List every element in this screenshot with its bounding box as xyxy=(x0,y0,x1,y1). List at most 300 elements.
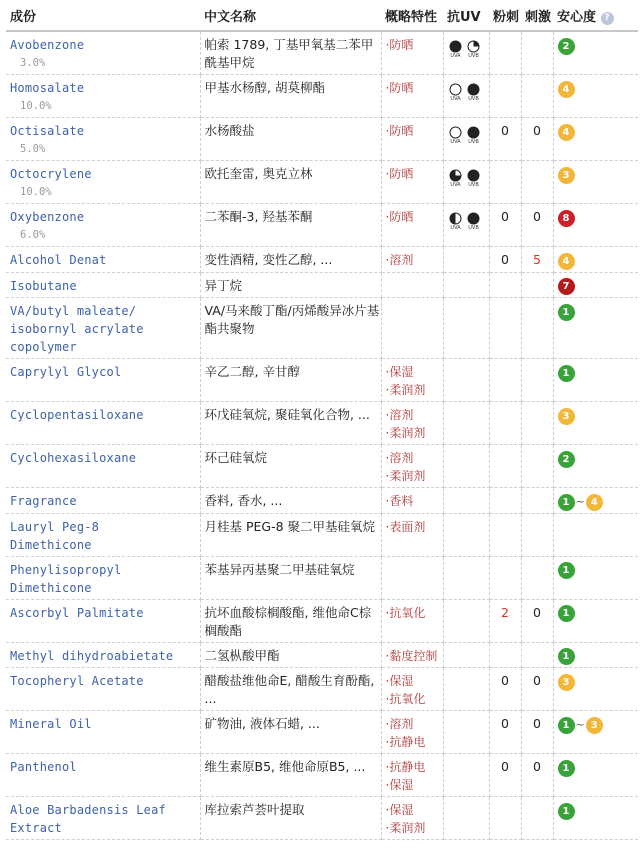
chinese-name: 苯基异丙基聚二甲基硅氧烷 xyxy=(204,561,355,577)
properties-cell xyxy=(381,31,443,75)
acne-cell xyxy=(489,31,521,75)
acne-value: 2 xyxy=(501,604,509,620)
chinese-name: 矿物油, 液体石蜡, ... xyxy=(204,716,320,731)
uv-cell xyxy=(443,161,489,204)
acne-cell xyxy=(489,556,521,599)
safety-badge[interactable]: 2 xyxy=(558,451,575,468)
property-tag[interactable]: ·溶剂 xyxy=(385,253,414,267)
properties-cell xyxy=(381,642,443,668)
irritation-cell xyxy=(521,298,553,359)
acne-value: 0 xyxy=(501,673,509,688)
safety-cell xyxy=(553,75,638,118)
ingredient-name[interactable]: Oxybenzone xyxy=(10,210,85,224)
table-row xyxy=(6,556,638,599)
properties-cell xyxy=(381,668,443,711)
uva-circle-icon xyxy=(449,169,462,182)
safety-cell xyxy=(553,445,638,488)
irritation-cell xyxy=(521,118,553,161)
safety-cell xyxy=(553,204,638,247)
chinese-name: 二苯酮-3, 羟基苯酮 xyxy=(204,209,313,224)
properties-cell xyxy=(381,797,443,840)
table-row xyxy=(6,754,638,797)
chinese-name-cell xyxy=(200,359,381,402)
safety-cell xyxy=(553,556,638,599)
ingredient-cell xyxy=(6,797,200,840)
irritation-cell xyxy=(521,488,553,514)
safety-badge[interactable]: 4 xyxy=(558,253,575,270)
property-tag[interactable]: ·抗氧化 xyxy=(385,692,426,706)
uvb-circle-icon xyxy=(467,40,480,53)
safety-badge[interactable]: 1 xyxy=(558,648,575,665)
ingredient-cell xyxy=(6,556,200,599)
property-tag[interactable]: ·柔润剂 xyxy=(385,426,426,440)
chinese-name: VA/马来酸丁酯/丙烯酸异冰片基酯共聚物 xyxy=(204,303,380,336)
ingredient-cell xyxy=(6,668,200,711)
property-tag[interactable]: ·柔润剂 xyxy=(385,821,426,835)
properties-cell xyxy=(381,402,443,445)
table-row xyxy=(6,402,638,445)
table-row xyxy=(6,161,638,204)
safety-badge[interactable]: 4 xyxy=(558,81,575,98)
irritation-cell xyxy=(521,75,553,118)
ingredient-cell xyxy=(6,31,200,75)
irritation-value: 0 xyxy=(533,716,541,731)
ingredient-cell xyxy=(6,642,200,668)
irritation-cell xyxy=(521,754,553,797)
chinese-name-cell xyxy=(200,31,381,75)
acne-cell xyxy=(489,754,521,797)
uv-cell xyxy=(443,556,489,599)
chinese-name-cell xyxy=(200,754,381,797)
uva-label: UVA xyxy=(450,96,461,102)
irritation-cell xyxy=(521,204,553,247)
safety-cell xyxy=(553,118,638,161)
ingredient-name[interactable]: Avobenzone xyxy=(10,38,85,52)
table-row xyxy=(6,599,638,642)
uv-cell xyxy=(443,711,489,754)
safety-cell xyxy=(553,642,638,668)
table-row xyxy=(6,359,638,402)
safety-cell xyxy=(553,797,638,840)
uva-rating xyxy=(448,208,464,231)
ingredient-table xyxy=(6,0,638,840)
ingredient-percent: 10.0% xyxy=(20,100,52,112)
ingredient-name[interactable]: Octocrylene xyxy=(10,167,92,181)
property-tag[interactable]: ·溶剂 xyxy=(385,408,414,422)
range-tilde: ~ xyxy=(575,717,585,731)
table-row xyxy=(6,488,638,514)
chinese-name-cell xyxy=(200,642,381,668)
chinese-name: 维生素原B5, 维他命原B5, ... xyxy=(204,759,366,774)
table-row xyxy=(6,797,638,840)
header-ingredient: 成份 xyxy=(6,0,200,31)
ingredient-name[interactable]: Caprylyl Glycol xyxy=(10,365,122,379)
uv-cell xyxy=(443,668,489,711)
table-row xyxy=(6,247,638,273)
ingredient-cell xyxy=(6,488,200,514)
irritation-cell xyxy=(521,161,553,204)
uv-cell xyxy=(443,298,489,359)
ingredient-percent: 3.0% xyxy=(20,57,46,69)
safety-badge[interactable]: 1 xyxy=(558,562,575,579)
safety-badge[interactable]: 4 xyxy=(558,124,575,141)
uv-cell xyxy=(443,642,489,668)
property-tag[interactable]: ·防晒 xyxy=(385,124,414,138)
acne-cell xyxy=(489,797,521,840)
uvb-circle-icon xyxy=(467,126,480,139)
uvb-label: UVB xyxy=(468,53,479,59)
ingredient-cell xyxy=(6,118,200,161)
uva-rating xyxy=(448,165,464,188)
irritation-cell xyxy=(521,359,553,402)
ingredient-name[interactable]: Cyclopentasiloxane xyxy=(10,408,144,422)
ingredient-name[interactable]: Panthenol xyxy=(10,760,77,774)
irritation-cell xyxy=(521,556,553,599)
acne-value: 0 xyxy=(501,123,509,138)
ingredient-cell xyxy=(6,513,200,556)
properties-cell xyxy=(381,75,443,118)
header-chinese-name: 中文名称 xyxy=(200,0,381,31)
ingredient-name[interactable]: Isobutane xyxy=(10,278,77,293)
properties-cell xyxy=(381,488,443,514)
irritation-cell xyxy=(521,402,553,445)
property-tag[interactable]: ·保湿 xyxy=(385,803,414,817)
acne-cell xyxy=(489,711,521,754)
chinese-name: 甲基水杨醇, 胡莫柳酯 xyxy=(204,80,325,95)
uv-cell xyxy=(443,247,489,273)
safety-badge[interactable]: 1 xyxy=(558,304,575,321)
uvb-rating xyxy=(466,165,482,188)
chinese-name-cell xyxy=(200,161,381,204)
uvb-rating xyxy=(466,79,482,102)
chinese-name-cell xyxy=(200,272,381,298)
properties-cell xyxy=(381,359,443,402)
chinese-name: 水杨酸盐 xyxy=(204,123,255,138)
chinese-name: 辛乙二醇, 辛甘醇 xyxy=(204,364,300,379)
uva-circle-icon xyxy=(449,40,462,53)
safety-cell xyxy=(553,711,638,754)
acne-cell xyxy=(489,161,521,204)
table-row xyxy=(6,75,638,118)
uv-cell xyxy=(443,75,489,118)
safety-badge[interactable]: 1 xyxy=(558,760,575,777)
safety-badge[interactable]: 7 xyxy=(558,278,575,295)
safety-cell xyxy=(553,402,638,445)
chinese-name-cell xyxy=(200,668,381,711)
irritation-cell xyxy=(521,272,553,298)
properties-cell xyxy=(381,118,443,161)
properties-cell xyxy=(381,161,443,204)
safety-badge[interactable]: 1 xyxy=(558,494,575,511)
acne-cell xyxy=(489,204,521,247)
safety-cell xyxy=(553,513,638,556)
chinese-name-cell xyxy=(200,445,381,488)
acne-cell xyxy=(489,488,521,514)
ingredient-cell xyxy=(6,359,200,402)
chinese-name: 二氢枞酸甲酯 xyxy=(204,647,280,663)
chinese-name: 香料, 香水, ... xyxy=(204,493,283,508)
uvb-rating xyxy=(466,36,482,59)
uv-cell xyxy=(443,488,489,514)
uv-cell xyxy=(443,402,489,445)
acne-cell xyxy=(489,445,521,488)
uv-cell xyxy=(443,797,489,840)
safety-cell xyxy=(553,31,638,75)
ingredient-name[interactable]: Alcohol Denat xyxy=(10,253,107,267)
ingredient-cell xyxy=(6,204,200,247)
chinese-name-cell xyxy=(200,797,381,840)
chinese-name-cell xyxy=(200,488,381,514)
uv-cell xyxy=(443,272,489,298)
acne-cell xyxy=(489,118,521,161)
irritation-cell xyxy=(521,599,553,642)
acne-value: 0 xyxy=(501,716,509,731)
property-tag[interactable]: ·表面剂 xyxy=(385,519,426,534)
chinese-name: 醋酸盐维他命E, 醋酸生育酚酯, ... xyxy=(204,673,375,706)
ingredient-percent: 10.0% xyxy=(20,186,52,198)
ingredient-cell xyxy=(6,298,200,359)
acne-cell xyxy=(489,599,521,642)
safety-cell xyxy=(553,668,638,711)
uv-cell xyxy=(443,599,489,642)
acne-cell xyxy=(489,642,521,668)
uva-circle-icon xyxy=(449,126,462,139)
safety-badge[interactable]: 1 xyxy=(558,803,575,820)
property-tag[interactable]: ·防晒 xyxy=(385,167,414,181)
header-safety xyxy=(553,0,638,31)
safety-badge[interactable]: 1 xyxy=(558,717,575,734)
property-tag[interactable]: ·防晒 xyxy=(385,81,414,95)
acne-value: 0 xyxy=(501,252,509,267)
safety-cell xyxy=(553,754,638,797)
chinese-name: 变性酒精, 变性乙醇, ... xyxy=(204,252,333,267)
acne-cell xyxy=(489,402,521,445)
uv-cell xyxy=(443,204,489,247)
safety-cell xyxy=(553,359,638,402)
uva-label: UVA xyxy=(450,225,461,231)
uvb-circle-icon xyxy=(467,83,480,96)
property-tag[interactable]: ·保湿 xyxy=(385,674,414,688)
question-icon[interactable]: ? xyxy=(601,12,614,25)
ingredient-name[interactable]: Homosalate xyxy=(10,81,85,95)
ingredient-cell xyxy=(6,711,200,754)
acne-cell xyxy=(489,668,521,711)
uva-circle-icon xyxy=(449,212,462,225)
irritation-cell xyxy=(521,642,553,668)
uv-cell xyxy=(443,754,489,797)
table-row xyxy=(6,445,638,488)
property-tag[interactable]: ·香料 xyxy=(385,494,414,508)
property-tag[interactable]: ·柔润剂 xyxy=(385,383,426,397)
safety-badge[interactable]: 8 xyxy=(558,210,575,227)
acne-cell xyxy=(489,359,521,402)
safety-badge[interactable]: 3 xyxy=(586,717,603,734)
uva-label: UVA xyxy=(450,53,461,59)
irritation-value: 0 xyxy=(533,759,541,774)
property-tag[interactable]: ·防晒 xyxy=(385,38,414,52)
ingredient-name[interactable]: Tocopheryl Acetate xyxy=(10,674,144,688)
uva-label: UVA xyxy=(450,182,461,188)
safety-badge[interactable]: 3 xyxy=(558,167,575,184)
chinese-name-cell xyxy=(200,556,381,599)
properties-cell xyxy=(381,272,443,298)
chinese-name-cell xyxy=(200,75,381,118)
chinese-name: 帕索 1789, 丁基甲氧基二苯甲酰基甲烷 xyxy=(204,37,374,70)
safety-cell xyxy=(553,298,638,359)
chinese-name: 月桂基 PEG-8 聚二甲基硅氧烷 xyxy=(204,518,376,534)
properties-cell xyxy=(381,556,443,599)
chinese-name-cell xyxy=(200,204,381,247)
acne-cell xyxy=(489,247,521,273)
property-tag[interactable]: ·抗氧化 xyxy=(385,605,426,620)
irritation-value: 0 xyxy=(533,209,541,224)
property-tag[interactable]: ·防晒 xyxy=(385,210,414,224)
property-tag[interactable]: ·柔润剂 xyxy=(385,469,426,483)
uva-rating xyxy=(448,79,464,102)
properties-cell xyxy=(381,599,443,642)
irritation-cell xyxy=(521,513,553,556)
table-row xyxy=(6,513,638,556)
ingredient-percent: 5.0% xyxy=(20,143,46,155)
irritation-cell xyxy=(521,797,553,840)
uva-label: UVA xyxy=(450,139,461,145)
ingredient-name[interactable]: Ascorbyl Palmitate xyxy=(10,605,144,620)
irritation-value: 0 xyxy=(533,673,541,688)
ingredient-name[interactable]: VA/butyl maleate/ isobornyl acrylate copolymer xyxy=(10,304,144,354)
property-tag[interactable]: ·保湿 xyxy=(385,778,414,792)
ingredient-cell xyxy=(6,599,200,642)
chinese-name: 库拉索芦荟叶提取 xyxy=(204,802,305,817)
safety-badge[interactable]: 2 xyxy=(558,38,575,55)
ingredient-name[interactable]: Phenylisopropyl Dimethicone xyxy=(10,562,122,595)
safety-cell xyxy=(553,161,638,204)
property-tag[interactable]: ·抗静电 xyxy=(385,760,426,774)
ingredient-cell xyxy=(6,445,200,488)
ingredient-name[interactable]: Aloe Barbadensis Leaf Extract xyxy=(10,803,166,835)
uva-rating xyxy=(448,122,464,145)
table-body xyxy=(6,31,638,840)
chinese-name-cell xyxy=(200,247,381,273)
properties-cell xyxy=(381,204,443,247)
safety-cell xyxy=(553,272,638,298)
uvb-label: UVB xyxy=(468,96,479,102)
acne-value: 0 xyxy=(501,209,509,224)
ingredient-percent: 6.0% xyxy=(20,229,46,241)
ingredient-cell xyxy=(6,247,200,273)
chinese-name: 异丁烷 xyxy=(204,277,243,293)
uvb-circle-icon xyxy=(467,212,480,225)
safety-badge[interactable]: 4 xyxy=(586,494,603,511)
ingredient-cell xyxy=(6,272,200,298)
property-tag[interactable]: ·抗静电 xyxy=(385,735,426,749)
ingredient-cell xyxy=(6,402,200,445)
safety-badge[interactable]: 3 xyxy=(558,408,575,425)
header-properties: 概略特性 xyxy=(381,0,443,31)
table-row xyxy=(6,298,638,359)
uvb-circle-icon xyxy=(467,169,480,182)
ingredient-name[interactable]: Octisalate xyxy=(10,124,85,138)
table-row xyxy=(6,204,638,247)
ingredient-name[interactable]: Lauryl Peg-8 Dimethicone xyxy=(10,519,100,552)
uv-cell xyxy=(443,513,489,556)
irritation-cell xyxy=(521,31,553,75)
chinese-name-cell xyxy=(200,118,381,161)
table-row xyxy=(6,272,638,298)
irritation-cell xyxy=(521,711,553,754)
uvb-label: UVB xyxy=(468,225,479,231)
ingredient-cell xyxy=(6,75,200,118)
chinese-name-cell xyxy=(200,298,381,359)
header-safety-label: 安心度 xyxy=(557,10,597,25)
safety-badge[interactable]: 3 xyxy=(558,674,575,691)
acne-value: 0 xyxy=(501,759,509,774)
chinese-name: 环戊硅氧烷, 聚硅氧化合物, ... xyxy=(204,407,370,422)
irritation-value: 0 xyxy=(533,123,541,138)
properties-cell xyxy=(381,711,443,754)
safety-badge[interactable]: 1 xyxy=(558,365,575,382)
properties-cell xyxy=(381,445,443,488)
table-row xyxy=(6,642,638,668)
table-row xyxy=(6,668,638,711)
chinese-name-cell xyxy=(200,599,381,642)
chinese-name: 欧托奎雷, 奥克立林 xyxy=(204,166,313,181)
property-tag[interactable]: ·黏度控制 xyxy=(385,648,438,663)
uvb-label: UVB xyxy=(468,182,479,188)
ingredient-cell xyxy=(6,754,200,797)
header-acne: 粉刺 xyxy=(489,0,521,31)
safety-badge[interactable]: 1 xyxy=(558,605,575,622)
ingredient-name[interactable]: Mineral Oil xyxy=(10,717,92,731)
safety-cell xyxy=(553,488,638,514)
uv-cell xyxy=(443,359,489,402)
header-irritation: 刺激 xyxy=(521,0,553,31)
properties-cell xyxy=(381,513,443,556)
header-row xyxy=(6,0,638,31)
table-row xyxy=(6,118,638,161)
acne-cell xyxy=(489,513,521,556)
ingredient-cell xyxy=(6,161,200,204)
property-tag[interactable]: ·溶剂 xyxy=(385,451,414,465)
table-row xyxy=(6,31,638,75)
chinese-name-cell xyxy=(200,711,381,754)
ingredient-name[interactable]: Cyclohexasiloxane xyxy=(10,451,137,465)
uva-circle-icon xyxy=(449,83,462,96)
chinese-name: 环己硅氧烷 xyxy=(204,450,268,465)
ingredient-name[interactable]: Methyl dihydroabietate xyxy=(10,648,174,663)
property-tag[interactable]: ·保湿 xyxy=(385,365,414,379)
uvb-rating xyxy=(466,208,482,231)
uvb-rating xyxy=(466,122,482,145)
chinese-name: 抗坏血酸棕榈酸酯, 维他命C棕榈酸酯 xyxy=(204,604,372,638)
acne-cell xyxy=(489,75,521,118)
safety-cell xyxy=(553,247,638,273)
properties-cell xyxy=(381,298,443,359)
ingredient-name[interactable]: Fragrance xyxy=(10,494,77,508)
chinese-name-cell xyxy=(200,513,381,556)
uv-cell xyxy=(443,31,489,75)
acne-cell xyxy=(489,272,521,298)
uvb-label: UVB xyxy=(468,139,479,145)
properties-cell xyxy=(381,247,443,273)
irritation-value: 0 xyxy=(533,604,541,620)
uv-cell xyxy=(443,445,489,488)
table-row xyxy=(6,711,638,754)
irritation-cell xyxy=(521,445,553,488)
irritation-value: 5 xyxy=(533,252,541,267)
properties-cell xyxy=(381,754,443,797)
property-tag[interactable]: ·溶剂 xyxy=(385,717,414,731)
uv-cell xyxy=(443,118,489,161)
